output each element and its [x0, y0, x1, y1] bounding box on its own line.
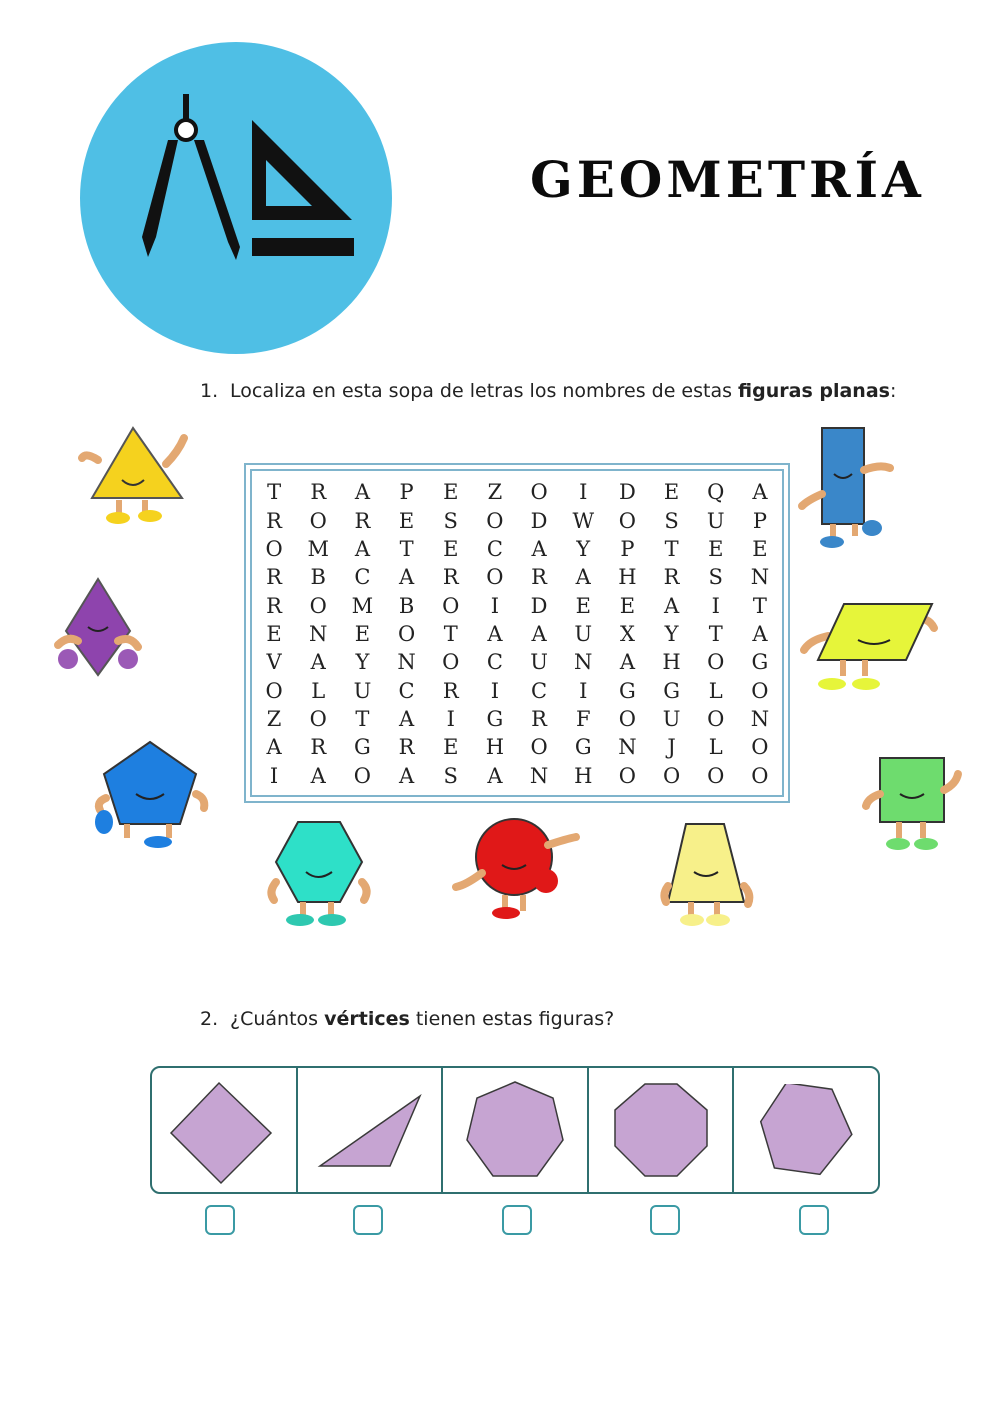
- word-search-cell[interactable]: A: [531, 536, 547, 561]
- word-search-cell[interactable]: N: [309, 621, 328, 646]
- word-search-cell[interactable]: O: [618, 508, 637, 533]
- word-search-cell[interactable]: R: [354, 508, 371, 533]
- word-search-cell[interactable]: A: [354, 536, 370, 561]
- word-search-cell[interactable]: X: [619, 621, 635, 646]
- word-search-cell[interactable]: R: [266, 593, 282, 618]
- word-search-cell[interactable]: U: [662, 707, 681, 732]
- word-search-cell[interactable]: O: [442, 593, 460, 618]
- answer-box-square[interactable]: [205, 1205, 235, 1235]
- word-search-cell[interactable]: A: [310, 650, 326, 675]
- word-search-cell[interactable]: O: [442, 650, 460, 675]
- word-search-cell[interactable]: W: [572, 508, 595, 533]
- word-search-cell[interactable]: G: [619, 678, 636, 703]
- word-search-cell[interactable]: M: [351, 593, 374, 618]
- word-search-cell[interactable]: L: [708, 735, 723, 760]
- word-search-cell[interactable]: E: [266, 621, 282, 646]
- word-search-cell[interactable]: R: [442, 678, 459, 703]
- word-search-cell[interactable]: N: [618, 735, 637, 760]
- word-search-cell[interactable]: A: [266, 735, 282, 760]
- word-search-cell[interactable]: R: [531, 707, 547, 732]
- word-search-cell[interactable]: F: [575, 707, 591, 732]
- word-search-cell[interactable]: J: [667, 735, 676, 760]
- word-search-cell[interactable]: I: [711, 593, 720, 618]
- word-search-cell[interactable]: Y: [664, 621, 679, 646]
- word-search-cell[interactable]: R: [531, 565, 547, 590]
- word-search-cell[interactable]: N: [529, 763, 549, 788]
- word-search-cell[interactable]: Y: [355, 650, 370, 675]
- word-search-cell[interactable]: R: [398, 735, 415, 760]
- word-search-cell[interactable]: U: [574, 621, 593, 646]
- word-search-cell[interactable]: P: [399, 480, 414, 505]
- word-search-cell[interactable]: Q: [707, 480, 725, 505]
- question-punct: :: [889, 380, 897, 402]
- heptagon-icon: [465, 1080, 565, 1180]
- word-search-cell[interactable]: L: [708, 678, 723, 703]
- parallelogram-character-icon: [796, 600, 946, 700]
- octagon-icon: [613, 1082, 709, 1178]
- question-text: ¿Cuántos: [230, 1008, 325, 1030]
- logo: [80, 42, 392, 354]
- word-search-cell[interactable]: I: [269, 763, 279, 788]
- word-search-cell[interactable]: A: [310, 763, 326, 788]
- word-search-cell[interactable]: G: [751, 650, 769, 675]
- square-rotated-icon: [169, 1075, 279, 1185]
- question-emphasis: figuras planas: [738, 380, 890, 402]
- word-search-cell[interactable]: B: [310, 565, 326, 590]
- word-search-cell[interactable]: E: [708, 536, 724, 561]
- answer-box-heptagon[interactable]: [502, 1205, 532, 1235]
- answer-box-hexagon[interactable]: [799, 1205, 829, 1235]
- word-search-cell[interactable]: A: [398, 565, 415, 590]
- word-search-cell[interactable]: R: [442, 565, 459, 590]
- word-search-cell[interactable]: A: [752, 621, 768, 646]
- pentagon-character-icon: [92, 738, 212, 850]
- word-search-cell[interactable]: A: [398, 763, 415, 788]
- shape-cell: [443, 1068, 589, 1192]
- question-number: 1.: [200, 380, 219, 402]
- word-search-cell[interactable]: O: [618, 763, 637, 788]
- question-text: Localiza en esta sopa de letras los nombres de estas: [230, 380, 739, 402]
- triangle-character-icon: [78, 422, 188, 532]
- word-search-cell[interactable]: G: [663, 678, 680, 703]
- word-search-grid: [252, 478, 782, 790]
- shape-cell: [298, 1068, 444, 1192]
- word-search-cell[interactable]: H: [485, 735, 505, 760]
- word-search-cell[interactable]: I: [579, 480, 588, 505]
- word-search-cell[interactable]: O: [309, 707, 327, 732]
- word-search-cell[interactable]: A: [531, 621, 547, 646]
- word-search-cell[interactable]: R: [310, 735, 327, 760]
- question-1: [200, 380, 896, 402]
- word-search-cell[interactable]: E: [443, 735, 459, 760]
- word-search-cell[interactable]: O: [751, 735, 769, 760]
- word-search-cell[interactable]: E: [663, 480, 680, 505]
- word-search-cell[interactable]: O: [530, 735, 548, 760]
- shape-cell: [734, 1068, 878, 1192]
- word-search-cell[interactable]: R: [266, 565, 282, 590]
- word-search-cell[interactable]: E: [619, 593, 636, 618]
- word-search-cell[interactable]: G: [486, 707, 504, 732]
- rhombus-character-icon: [48, 575, 148, 685]
- shape-cell: [152, 1068, 298, 1192]
- word-search-cell[interactable]: G: [574, 735, 592, 760]
- word-search-cell[interactable]: A: [354, 480, 370, 505]
- word-search-cell[interactable]: P: [752, 508, 767, 533]
- word-search-cell[interactable]: S: [443, 763, 458, 788]
- word-search-cell[interactable]: M: [307, 536, 329, 561]
- word-search-cell[interactable]: I: [579, 678, 588, 703]
- word-search-cell[interactable]: O: [353, 763, 372, 788]
- word-search-cell[interactable]: C: [486, 536, 503, 561]
- word-search-cell[interactable]: T: [443, 621, 458, 646]
- word-search-cell[interactable]: T: [664, 536, 679, 561]
- word-search-cell[interactable]: H: [574, 763, 593, 788]
- word-search-cell[interactable]: Z: [487, 480, 503, 505]
- circle-character-icon: [448, 815, 588, 925]
- word-search-cell[interactable]: C: [354, 565, 371, 590]
- word-search-cell[interactable]: G: [354, 735, 371, 760]
- trapezoid-character-icon: [660, 820, 760, 932]
- word-search-cell[interactable]: D: [618, 480, 636, 505]
- word-search-cell[interactable]: A: [487, 763, 503, 788]
- word-search-cell[interactable]: H: [618, 565, 637, 590]
- word-search-cell[interactable]: E: [575, 593, 591, 618]
- word-search-cell[interactable]: U: [353, 678, 372, 703]
- word-search-cell[interactable]: L: [311, 678, 326, 703]
- word-search-cell[interactable]: O: [707, 650, 725, 675]
- word-search-cell[interactable]: E: [443, 480, 459, 505]
- word-search-cell[interactable]: S: [708, 565, 723, 590]
- word-search-cell[interactable]: O: [618, 707, 637, 732]
- word-search-cell[interactable]: O: [265, 678, 283, 703]
- word-search-cell[interactable]: C: [398, 678, 415, 703]
- shape-cell: [589, 1068, 735, 1192]
- word-search-cell[interactable]: T: [708, 621, 723, 646]
- word-search-cell[interactable]: T: [752, 593, 767, 618]
- word-search-cell[interactable]: D: [530, 508, 548, 533]
- word-search-cell[interactable]: E: [398, 508, 415, 533]
- answer-box-octagon[interactable]: [650, 1205, 680, 1235]
- word-search-cell[interactable]: E: [443, 536, 459, 561]
- vertex-shapes-table: [150, 1066, 880, 1194]
- word-search-cell[interactable]: O: [707, 707, 725, 732]
- word-search-cell[interactable]: H: [662, 650, 681, 675]
- word-search-cell[interactable]: P: [620, 536, 635, 561]
- word-search-cell[interactable]: O: [265, 536, 283, 561]
- word-search-cell[interactable]: C: [531, 678, 548, 703]
- word-search-cell[interactable]: O: [707, 763, 725, 788]
- question-text-end: tienen estas figuras?: [409, 1008, 615, 1030]
- square-character-icon: [862, 754, 966, 858]
- word-search-cell[interactable]: E: [752, 536, 768, 561]
- word-search-cell[interactable]: B: [398, 593, 415, 618]
- word-search-cell[interactable]: V: [266, 650, 282, 675]
- triangle-icon: [314, 1090, 424, 1170]
- answer-box-triangle[interactable]: [353, 1205, 383, 1235]
- word-search-cell[interactable]: N: [750, 565, 770, 590]
- word-search-cell[interactable]: O: [530, 480, 548, 505]
- word-search-cell[interactable]: N: [397, 650, 416, 675]
- word-search-cell[interactable]: S: [664, 508, 679, 533]
- word-search-cell[interactable]: O: [397, 621, 416, 646]
- word-search-cell[interactable]: N: [574, 650, 593, 675]
- word-search-cell[interactable]: Z: [266, 707, 282, 732]
- question-2: [200, 1008, 614, 1030]
- word-search-cell[interactable]: A: [663, 593, 680, 618]
- word-search-cell[interactable]: O: [309, 593, 327, 618]
- word-search-cell[interactable]: A: [487, 621, 503, 646]
- page-title: GEOMETRÍA: [530, 150, 925, 209]
- word-search-cell[interactable]: D: [530, 593, 548, 618]
- word-search-cell[interactable]: O: [309, 508, 327, 533]
- word-search-cell[interactable]: S: [443, 508, 458, 533]
- hexagon-character-icon: [266, 820, 376, 932]
- word-search-cell[interactable]: O: [486, 508, 504, 533]
- word-search-cell[interactable]: U: [530, 650, 548, 675]
- word-search-cell[interactable]: O: [751, 763, 769, 788]
- word-search-cell[interactable]: I: [490, 678, 500, 703]
- word-search-cell[interactable]: O: [486, 565, 504, 590]
- word-search-cell[interactable]: C: [486, 650, 503, 675]
- compass-and-set-square-icon: [80, 42, 392, 354]
- word-search-cell[interactable]: U: [706, 508, 725, 533]
- word-search-cell[interactable]: A: [752, 480, 768, 505]
- question-number: 2.: [200, 1008, 219, 1030]
- word-search-cell[interactable]: E: [354, 621, 371, 646]
- word-search-cell[interactable]: Y: [576, 536, 591, 561]
- word-search-cell[interactable]: A: [398, 707, 415, 732]
- word-search-cell[interactable]: I: [446, 707, 455, 732]
- word-search-cell[interactable]: R: [266, 508, 282, 533]
- word-search-cell[interactable]: R: [663, 565, 680, 590]
- word-search-cell[interactable]: O: [662, 763, 681, 788]
- rectangle-character-icon: [796, 424, 896, 550]
- hexagon-icon: [758, 1084, 854, 1176]
- word-search-cell[interactable]: A: [575, 565, 591, 590]
- word-search-cell[interactable]: T: [267, 480, 282, 505]
- word-search-cell[interactable]: N: [750, 707, 770, 732]
- word-search-cell[interactable]: R: [310, 480, 327, 505]
- word-search-cell[interactable]: T: [355, 707, 370, 732]
- question-emphasis: vértices: [324, 1008, 410, 1030]
- word-search-cell[interactable]: T: [399, 536, 414, 561]
- word-search-cell[interactable]: A: [619, 650, 635, 675]
- word-search-cell[interactable]: O: [751, 678, 769, 703]
- word-search-cell[interactable]: I: [490, 593, 500, 618]
